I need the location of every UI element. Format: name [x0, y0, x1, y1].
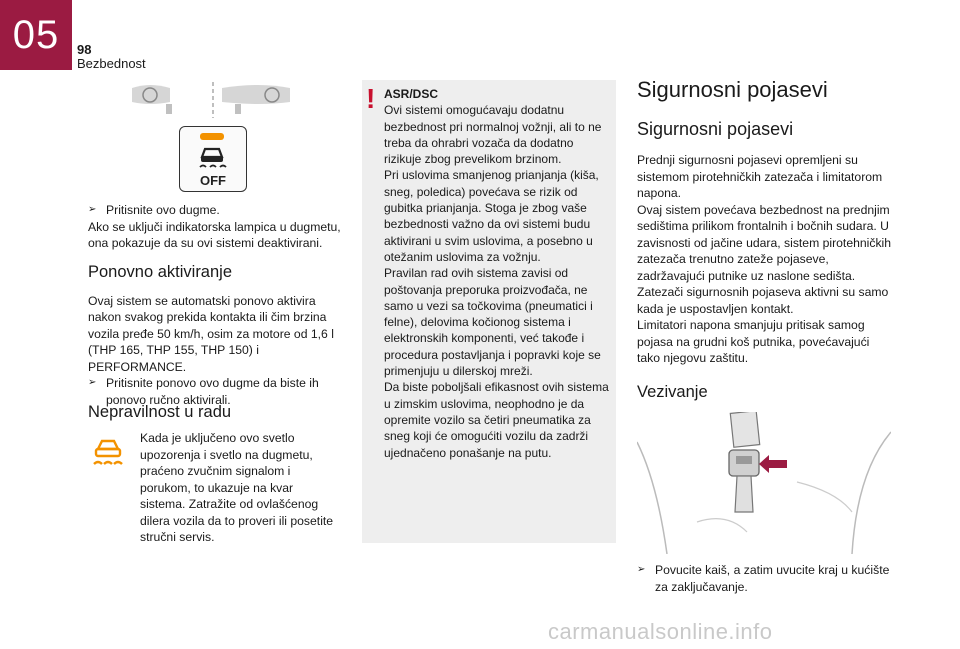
warning-p2: Pri uslovima smanjenog prianjanja (kiša, sneg, poledica) povećava se rizik od gubitka prianjanja. Stoga je zbog vaše bezbednosti važno da ovi sistemi budu aktivirani u svim uslovima, a posebno u otežanim uslovima za vožnju. [384, 168, 599, 264]
reactivation-section [88, 264, 346, 408]
malfunction-section [88, 404, 346, 421]
left-step1-block [88, 202, 346, 252]
warning-text-block [384, 86, 612, 461]
malfunction-text-block [140, 430, 340, 546]
esp-off-button [179, 126, 247, 192]
warning-exclamation-icon: ! [366, 83, 376, 114]
reactivation-step: Pritisnite ponovo ovo dugme da biste ih ponovo ručno aktivirali. [106, 376, 319, 407]
step-arrow-icon: ➢ [88, 204, 97, 215]
fastening-step: Povucite kaiš, a zatim uvucite kraj u kućište za zaključavanje. [655, 563, 890, 594]
steering-wheels-illustration [130, 80, 335, 120]
off-label: OFF [200, 173, 226, 188]
traction-warning-icon [88, 437, 128, 473]
seatbelt-p2: Ovaj sistem povećava bezbednost na prednjim sedištima prilikom frontalnih i bočnih sudara. U zavisnosti od jačine udara, sistem pirotehničkih zatezača trenutno zateže pojaseve, zadržavajući putnike uz naslone sedišta. [637, 202, 892, 283]
fastening-title: Vezivanje [637, 383, 708, 401]
warning-p1: Ovi sistemi omogućavaju dodatnu bezbednost pri normalnoj vožnji, ali to ne treba da ohrabri vozača da dodatno rizikuje zbog prevelikom brzinom. [384, 103, 602, 167]
fastening-step-block [637, 562, 895, 595]
chapter-tab [0, 0, 72, 70]
traction-control-off-icon [180, 127, 246, 191]
seatbelt-section [637, 76, 895, 367]
malfunction-title: Nepravilnost u radu [88, 403, 232, 421]
seatbelt-subtitle: Sigurnosni pojasevi [637, 119, 794, 139]
section-name: Bezbednost [77, 56, 146, 71]
seatbelt-p1: Prednji sigurnosni pojasevi opremljeni su sistemom pirotehničkih zatezača i limitatorom napona. [637, 153, 883, 200]
malfunction-text: Kada je uključeno ovo svetlo upozorenja i svetlo na dugmetu, praćeno zvučnim signalom i porukom, to ukazuje na kvar sistema. Zatražite od ovlašćenog dilera vozila da to proveri ili posetite stručni servis. [140, 431, 334, 544]
warning-p3: Pravilan rad ovih sistema zavisi od poštovanja preporuka proizvođača, ne samo u vezi sa točkovima (pneumatici i felne), delovima kočionog sistema i elektronskih komponenti, već takođe i procedura postavljanja i popravki koje se primenjuju u dilerskoj mreži. [384, 266, 601, 379]
left-step1: Pritisnite ovo dugme. [106, 203, 220, 217]
seatbelt-p3: Zatezači sigurnosnih pojaseva aktivni su samo kada je uspostavljen kontakt. [637, 285, 889, 316]
reactivation-text: Ovaj sistem se automatski ponovo aktivira nakon svakog prekida kontakta ili čim brzina vozila pređe 50 km/h, osim za motore od 1,6 l (THP 165, THP 155, THP 150) i PERFORMANCE. [88, 293, 334, 374]
seatbelt-title: Sigurnosni pojasevi [637, 77, 828, 102]
left-step1-text: Ako se uključi indikatorska lampica u dugmetu, ona pokazuje da su ovi sistemi deaktivirani. [88, 219, 341, 250]
step-arrow-icon: ➢ [637, 564, 646, 575]
step-arrow-icon: ➢ [88, 377, 97, 388]
page-number: 98 [77, 42, 92, 57]
warning-title: ASR/DSC [384, 87, 439, 101]
warning-p4: Da biste poboljšali efikasnost ovih sistema u zimskim uslovima, neophodno je da opremite vozilo sa četiri pneumatika za sneg koji će omogućiti vozilu da zadrži ujednačeno ponašanje na putu. [384, 380, 609, 460]
fastening-section [637, 384, 895, 401]
watermark: carmanualsonline.info [548, 619, 773, 644]
seatbelt-p4: Limitatori napona smanjuju pritisak samog pojasa na grudni koš putnika, povećavajući tako njegovu zaštitu. [637, 318, 870, 365]
chapter-number: 05 [12, 12, 60, 57]
seatbelt-buckle-illustration [637, 412, 891, 554]
reactivation-title: Ponovno aktiviranje [88, 263, 233, 281]
